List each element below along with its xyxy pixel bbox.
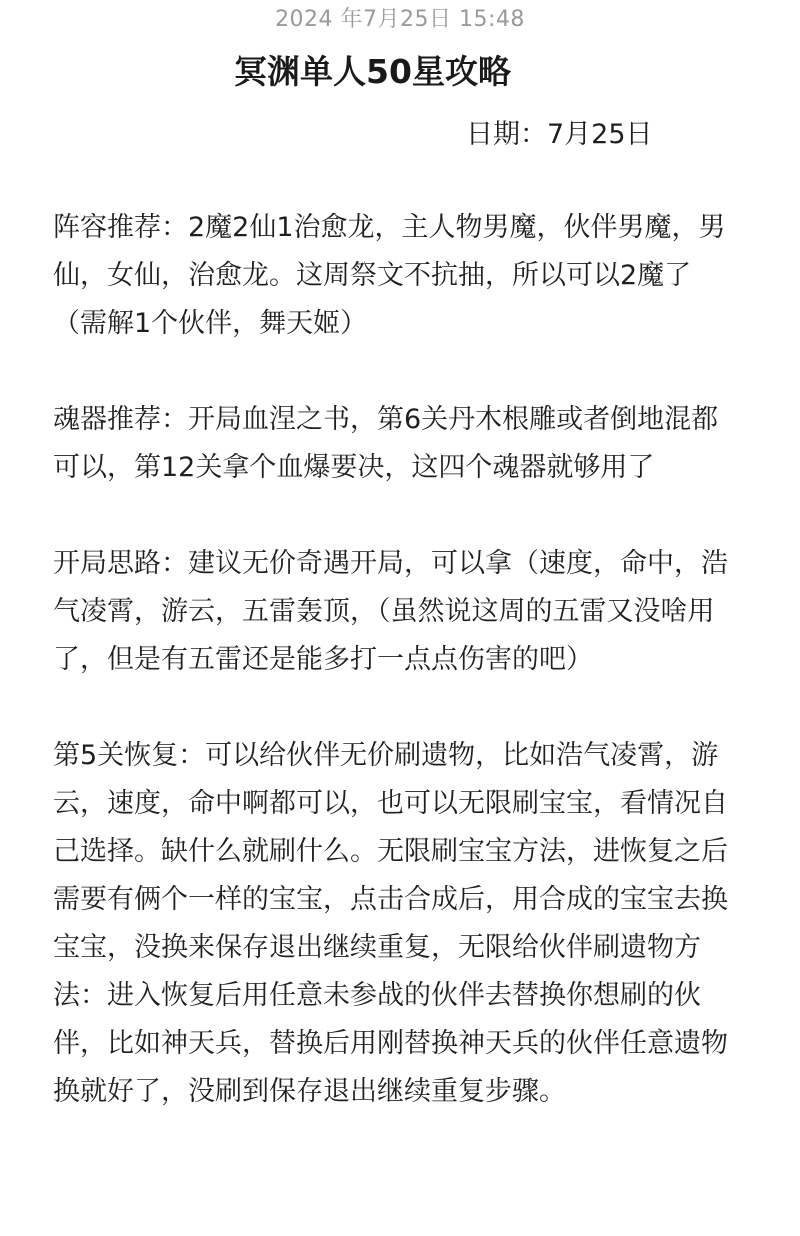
- paragraph-opening-strategy: 开局思路：建议无价奇遇开局，可以拿（速度，命中，浩气凌霄，游云，五雷轰顶，（虽然说这周的五雷又没啥用了，但是有五雷还是能多打一点点伤害的吧）: [53, 548, 728, 675]
- paragraph-level5-recovery: 第5关恢复：可以给伙伴无价刷遗物，比如浩气凌霄，游云，速度，命中啊都可以，也可以无限刷宝宝，看情况自己选择。缺什么就刷什么。无限刷宝宝方法，进恢复之后需要有俩个一样的宝宝，点击合成后，用合成的宝宝去换宝宝，没换来保存退出继续重复，无限给伙伴刷遗物方法：进入恢复后用任意未参战的伙伴去替换你想刷的伙伴，比如神天兵，替换后用刚替换神天兵的伙伴任意遗物换就好了，没刷到保存退出继续重复步骤。: [53, 740, 728, 1107]
- timestamp: 2024 年7月25日 15:48: [275, 7, 525, 32]
- paragraph-lineup: 阵容推荐：2魔2仙1治愈龙，主人物男魔，伙伴男魔，男仙，女仙，治愈龙。这周祭文不抗抽，所以可以2魔了（需解1个伙伴，舞天姬）: [53, 212, 726, 339]
- paragraph-soul-artifacts: 魂器推荐：开局血涅之书，第6关丹木根雕或者倒地混都可以，第12关拿个血爆要决，这四个魂器就够用了: [53, 404, 719, 483]
- article-title: 冥渊单人50星攻略: [234, 52, 511, 91]
- article-date: 日期：7月25日: [466, 119, 653, 150]
- article-body: [53, 204, 743, 1116]
